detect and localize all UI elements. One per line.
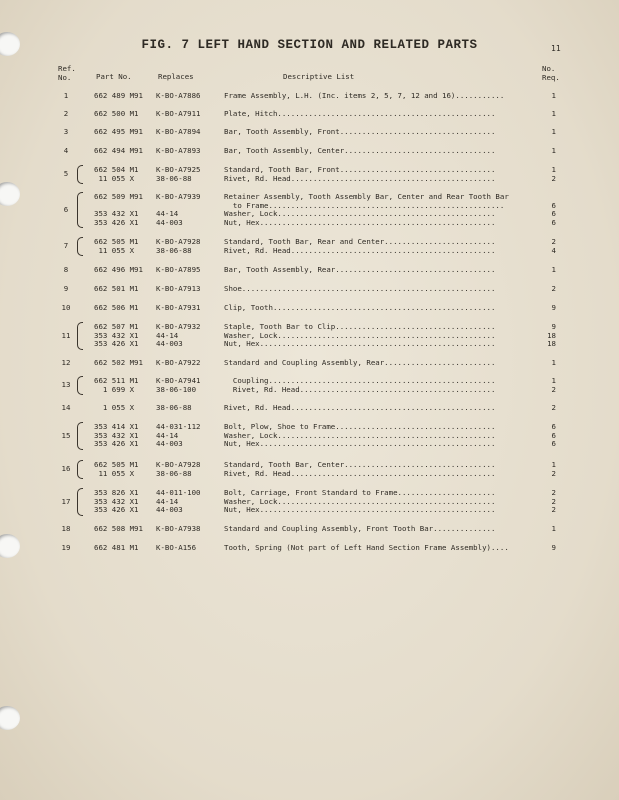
part-line bbox=[0, 498, 619, 507]
part-line bbox=[0, 166, 619, 175]
part-number: 353 426 X1 bbox=[94, 505, 139, 515]
table-row bbox=[0, 166, 619, 183]
part-description: Nut, Hex..................................................... bbox=[224, 440, 496, 449]
header-number-required: No. Req. bbox=[542, 64, 560, 82]
part-description: Rivet, Rd. Head.............................................. bbox=[224, 404, 496, 412]
figure-title: FIG. 7 LEFT HAND SECTION AND RELATED PARTS bbox=[141, 38, 478, 52]
part-number: 662 509 M91 bbox=[94, 192, 143, 201]
part-line bbox=[0, 323, 619, 332]
replaces-number: K-BO-A7941 bbox=[156, 376, 201, 385]
quantity-required: 6 bbox=[551, 200, 556, 210]
quantity-required: 2 bbox=[551, 403, 556, 412]
quantity-required: 2 bbox=[551, 237, 556, 246]
ref-number: 15 bbox=[61, 430, 71, 440]
part-description: Coupling................................................... bbox=[224, 377, 496, 385]
table-row bbox=[0, 377, 619, 394]
ref-number: 19 bbox=[61, 543, 71, 552]
table-row bbox=[0, 238, 619, 255]
quantity-required: 18 bbox=[547, 330, 556, 340]
binder-hole bbox=[0, 706, 20, 730]
part-number: 353 432 X1 bbox=[94, 496, 139, 506]
ref-number: 3 bbox=[63, 127, 69, 136]
part-number: 662 489 M91 bbox=[94, 91, 143, 100]
replaces-number: 38-06-100 bbox=[156, 384, 197, 394]
quantity-required: 9 bbox=[551, 303, 556, 312]
part-description: Plate, Hitch................................................. bbox=[224, 110, 496, 118]
part-description: Bar, Tooth Assembly, Rear.................................... bbox=[224, 266, 496, 274]
replaces-number: 44-003 bbox=[156, 505, 183, 515]
part-number: 662 511 M1 bbox=[94, 376, 139, 385]
part-description: Standard and Coupling Assembly, Rear......................... bbox=[224, 359, 496, 367]
ref-number: 13 bbox=[61, 380, 71, 390]
part-number: 11 055 X bbox=[94, 173, 135, 183]
header-ref-no: Ref. No. bbox=[58, 64, 76, 82]
quantity-required: 2 bbox=[551, 505, 556, 515]
replaces-number: 44-14 bbox=[156, 209, 179, 219]
part-number: 353 426 X1 bbox=[94, 439, 139, 449]
replaces-number: 38-06-88 bbox=[156, 173, 192, 183]
replaces-number: K-BO-A7931 bbox=[156, 303, 201, 312]
part-line bbox=[0, 128, 619, 137]
part-number: 353 432 X1 bbox=[94, 430, 139, 440]
part-description: Shoe......................................................... bbox=[224, 285, 496, 293]
part-description: Tooth, Spring (Not part of Left Hand Section Frame Assembly).... bbox=[224, 544, 509, 552]
ref-number: 12 bbox=[61, 358, 71, 367]
part-description: Staple, Tooth Bar to Clip.................................... bbox=[224, 323, 496, 331]
quantity-required: 9 bbox=[551, 543, 556, 552]
part-description: Nut, Hex..................................................... bbox=[224, 506, 496, 515]
quantity-required: 1 bbox=[551, 109, 556, 118]
ref-number: 14 bbox=[61, 403, 71, 412]
quantity-required: 6 bbox=[551, 439, 556, 449]
part-number: 662 496 M91 bbox=[94, 265, 143, 274]
part-description: Standard and Coupling Assembly, Front Tooth Bar.............. bbox=[224, 525, 496, 533]
table-row bbox=[0, 544, 619, 553]
part-line bbox=[0, 544, 619, 553]
replaces-number: 44-003 bbox=[156, 439, 183, 449]
part-line bbox=[0, 247, 619, 256]
replaces-number: K-BO-A7922 bbox=[156, 358, 201, 367]
part-line bbox=[0, 440, 619, 449]
replaces-number: 44-031-112 bbox=[156, 422, 201, 431]
table-row bbox=[0, 323, 619, 349]
replaces-number: 44-14 bbox=[156, 430, 179, 440]
part-description: Retainer Assembly, Tooth Assembly Bar, Center and Rear Tooth Bar bbox=[224, 193, 509, 201]
part-number: 353 826 X1 bbox=[94, 488, 139, 497]
replaces-number: 44-011-100 bbox=[156, 488, 201, 497]
table-row bbox=[0, 461, 619, 478]
table-row bbox=[0, 359, 619, 368]
part-line bbox=[0, 147, 619, 156]
part-number: 11 055 X bbox=[94, 245, 135, 255]
quantity-required: 9 bbox=[551, 322, 556, 331]
part-line bbox=[0, 489, 619, 498]
part-number: 662 506 M1 bbox=[94, 303, 139, 312]
part-description: Washer, Lock................................................. bbox=[224, 497, 496, 506]
part-description: Nut, Hex..................................................... bbox=[224, 340, 496, 349]
part-description: Standard, Tooth Bar, Rear and Center......................... bbox=[224, 238, 496, 246]
quantity-required: 2 bbox=[551, 496, 556, 506]
part-description: to Frame..................................................... bbox=[224, 201, 505, 210]
quantity-required: 18 bbox=[547, 339, 556, 349]
part-number: 662 481 M1 bbox=[94, 543, 139, 552]
part-number: 11 055 X bbox=[94, 468, 135, 478]
part-number: 662 504 M1 bbox=[94, 165, 139, 174]
table-row bbox=[0, 404, 619, 413]
replaces-number: 38-06-88 bbox=[156, 468, 192, 478]
part-description: Bolt, Carriage, Front Standard to Frame...................... bbox=[224, 489, 496, 497]
table-row bbox=[0, 110, 619, 119]
replaces-number: K-BO-A7894 bbox=[156, 127, 201, 136]
part-line bbox=[0, 175, 619, 184]
quantity-required: 4 bbox=[551, 245, 556, 255]
replaces-number: 44-003 bbox=[156, 339, 183, 349]
replaces-number: K-BO-A7928 bbox=[156, 460, 201, 469]
replaces-number: 44-14 bbox=[156, 496, 179, 506]
replaces-number: K-BO-A7925 bbox=[156, 165, 201, 174]
replaces-number: 38-06-88 bbox=[156, 245, 192, 255]
part-line bbox=[0, 506, 619, 515]
part-line bbox=[0, 404, 619, 413]
quantity-required: 6 bbox=[551, 217, 556, 227]
ref-number: 9 bbox=[63, 284, 69, 293]
quantity-required: 6 bbox=[551, 422, 556, 431]
quantity-required: 6 bbox=[551, 209, 556, 219]
part-description: Washer, Lock................................................. bbox=[224, 210, 496, 219]
quantity-required: 1 bbox=[551, 376, 556, 385]
part-description: Nut, Hex..................................................... bbox=[224, 218, 496, 227]
part-line bbox=[0, 285, 619, 294]
replaces-number: K-BO-A7928 bbox=[156, 237, 201, 246]
part-description: Rivet, Rd. Head............................................ bbox=[224, 385, 496, 394]
ref-number: 2 bbox=[63, 109, 69, 118]
replaces-number: K-BO-A7938 bbox=[156, 524, 201, 533]
part-line bbox=[0, 238, 619, 247]
part-number: 353 432 X1 bbox=[94, 330, 139, 340]
quantity-required: 2 bbox=[551, 488, 556, 497]
part-number: 662 507 M1 bbox=[94, 322, 139, 331]
table-row bbox=[0, 92, 619, 101]
part-line bbox=[0, 266, 619, 275]
part-line bbox=[0, 525, 619, 534]
quantity-required: 1 bbox=[551, 127, 556, 136]
ref-number: 4 bbox=[63, 146, 69, 155]
quantity-required: 1 bbox=[551, 460, 556, 469]
part-number: 662 495 M91 bbox=[94, 127, 143, 136]
part-description: Washer, Lock................................................. bbox=[224, 331, 496, 340]
part-line bbox=[0, 377, 619, 386]
part-description: Frame Assembly, L.H. (Inc. items 2, 5, 7, 12 and 16)........... bbox=[224, 92, 505, 100]
part-line bbox=[0, 202, 619, 211]
table-row bbox=[0, 489, 619, 515]
part-number: 1 055 X bbox=[94, 403, 135, 412]
table-row bbox=[0, 423, 619, 449]
part-description: Rivet, Rd. Head.............................................. bbox=[224, 174, 496, 183]
replaces-number: 44-14 bbox=[156, 330, 179, 340]
quantity-required: 2 bbox=[551, 468, 556, 478]
part-line bbox=[0, 470, 619, 479]
table-row bbox=[0, 266, 619, 275]
ref-number: 7 bbox=[63, 241, 69, 251]
replaces-number: K-BO-A7911 bbox=[156, 109, 201, 118]
quantity-required: 6 bbox=[551, 430, 556, 440]
ref-number: 8 bbox=[63, 265, 69, 274]
quantity-required: 2 bbox=[551, 384, 556, 394]
replaces-number: 44-003 bbox=[156, 217, 183, 227]
part-description: Bar, Tooth Assembly, Front................................... bbox=[224, 128, 496, 136]
ref-number: 11 bbox=[61, 330, 71, 340]
part-line bbox=[0, 332, 619, 341]
replaces-number: K-BO-A7893 bbox=[156, 146, 201, 155]
replaces-number: K-BO-A7939 bbox=[156, 192, 201, 201]
part-description: Standard, Tooth Bar, Center.................................. bbox=[224, 461, 496, 469]
part-line bbox=[0, 432, 619, 441]
part-line bbox=[0, 423, 619, 432]
replaces-number: K-BO-A156 bbox=[156, 543, 197, 552]
table-row bbox=[0, 304, 619, 313]
ref-number: 18 bbox=[61, 524, 71, 533]
part-line bbox=[0, 359, 619, 368]
quantity-required: 1 bbox=[551, 358, 556, 367]
quantity-required: 2 bbox=[551, 173, 556, 183]
part-number: 1 699 X bbox=[94, 384, 135, 394]
header-descriptive-list: Descriptive List bbox=[283, 72, 355, 81]
table-row bbox=[0, 285, 619, 294]
part-line bbox=[0, 219, 619, 228]
ref-number: 10 bbox=[61, 303, 71, 312]
header-replaces: Replaces bbox=[158, 72, 194, 81]
ref-number: 16 bbox=[61, 464, 71, 474]
quantity-required: 1 bbox=[551, 165, 556, 174]
part-line bbox=[0, 386, 619, 395]
part-line bbox=[0, 210, 619, 219]
replaces-number: K-BO-A7932 bbox=[156, 322, 201, 331]
part-number: 662 500 M1 bbox=[94, 109, 139, 118]
part-description: Clip, Tooth.................................................. bbox=[224, 304, 496, 312]
part-line bbox=[0, 461, 619, 470]
part-description: Standard, Tooth Bar, Front................................... bbox=[224, 166, 496, 174]
ref-number: 6 bbox=[63, 204, 69, 214]
replaces-number: K-BO-A7886 bbox=[156, 91, 201, 100]
part-description: Rivet, Rd. Head.............................................. bbox=[224, 469, 496, 478]
part-description: Washer, Lock................................................. bbox=[224, 431, 496, 440]
replaces-number: 38-06-88 bbox=[156, 403, 192, 412]
part-line bbox=[0, 110, 619, 119]
page-number: 11 bbox=[551, 44, 561, 53]
replaces-number: K-BO-A7895 bbox=[156, 265, 201, 274]
quantity-required: 1 bbox=[551, 146, 556, 155]
part-line bbox=[0, 193, 619, 202]
part-number: 662 508 M91 bbox=[94, 524, 143, 533]
quantity-required: 1 bbox=[551, 91, 556, 100]
part-number: 662 502 M91 bbox=[94, 358, 143, 367]
part-number: 662 505 M1 bbox=[94, 237, 139, 246]
part-number: 662 501 M1 bbox=[94, 284, 139, 293]
ref-number: 1 bbox=[63, 91, 69, 100]
part-line bbox=[0, 92, 619, 101]
header-part-no: Part No. bbox=[96, 72, 132, 81]
part-line bbox=[0, 304, 619, 313]
part-description: Rivet, Rd. Head.............................................. bbox=[224, 246, 496, 255]
part-number: 353 414 X1 bbox=[94, 422, 139, 431]
table-row bbox=[0, 128, 619, 137]
ref-number: 17 bbox=[61, 496, 71, 506]
part-number: 353 426 X1 bbox=[94, 339, 139, 349]
quantity-required: 1 bbox=[551, 265, 556, 274]
part-description: Bar, Tooth Assembly, Center.................................. bbox=[224, 147, 496, 155]
part-number: 353 432 X1 bbox=[94, 209, 139, 219]
ref-number: 5 bbox=[63, 169, 69, 179]
table-row bbox=[0, 525, 619, 534]
quantity-required: 1 bbox=[551, 524, 556, 533]
part-description: Bolt, Plow, Shoe to Frame.................................... bbox=[224, 423, 496, 431]
part-number: 662 494 M91 bbox=[94, 146, 143, 155]
table-row bbox=[0, 147, 619, 156]
replaces-number: K-BO-A7913 bbox=[156, 284, 201, 293]
table-row bbox=[0, 193, 619, 227]
quantity-required: 2 bbox=[551, 284, 556, 293]
part-number: 662 505 M1 bbox=[94, 460, 139, 469]
part-number: 353 426 X1 bbox=[94, 217, 139, 227]
part-line bbox=[0, 340, 619, 349]
